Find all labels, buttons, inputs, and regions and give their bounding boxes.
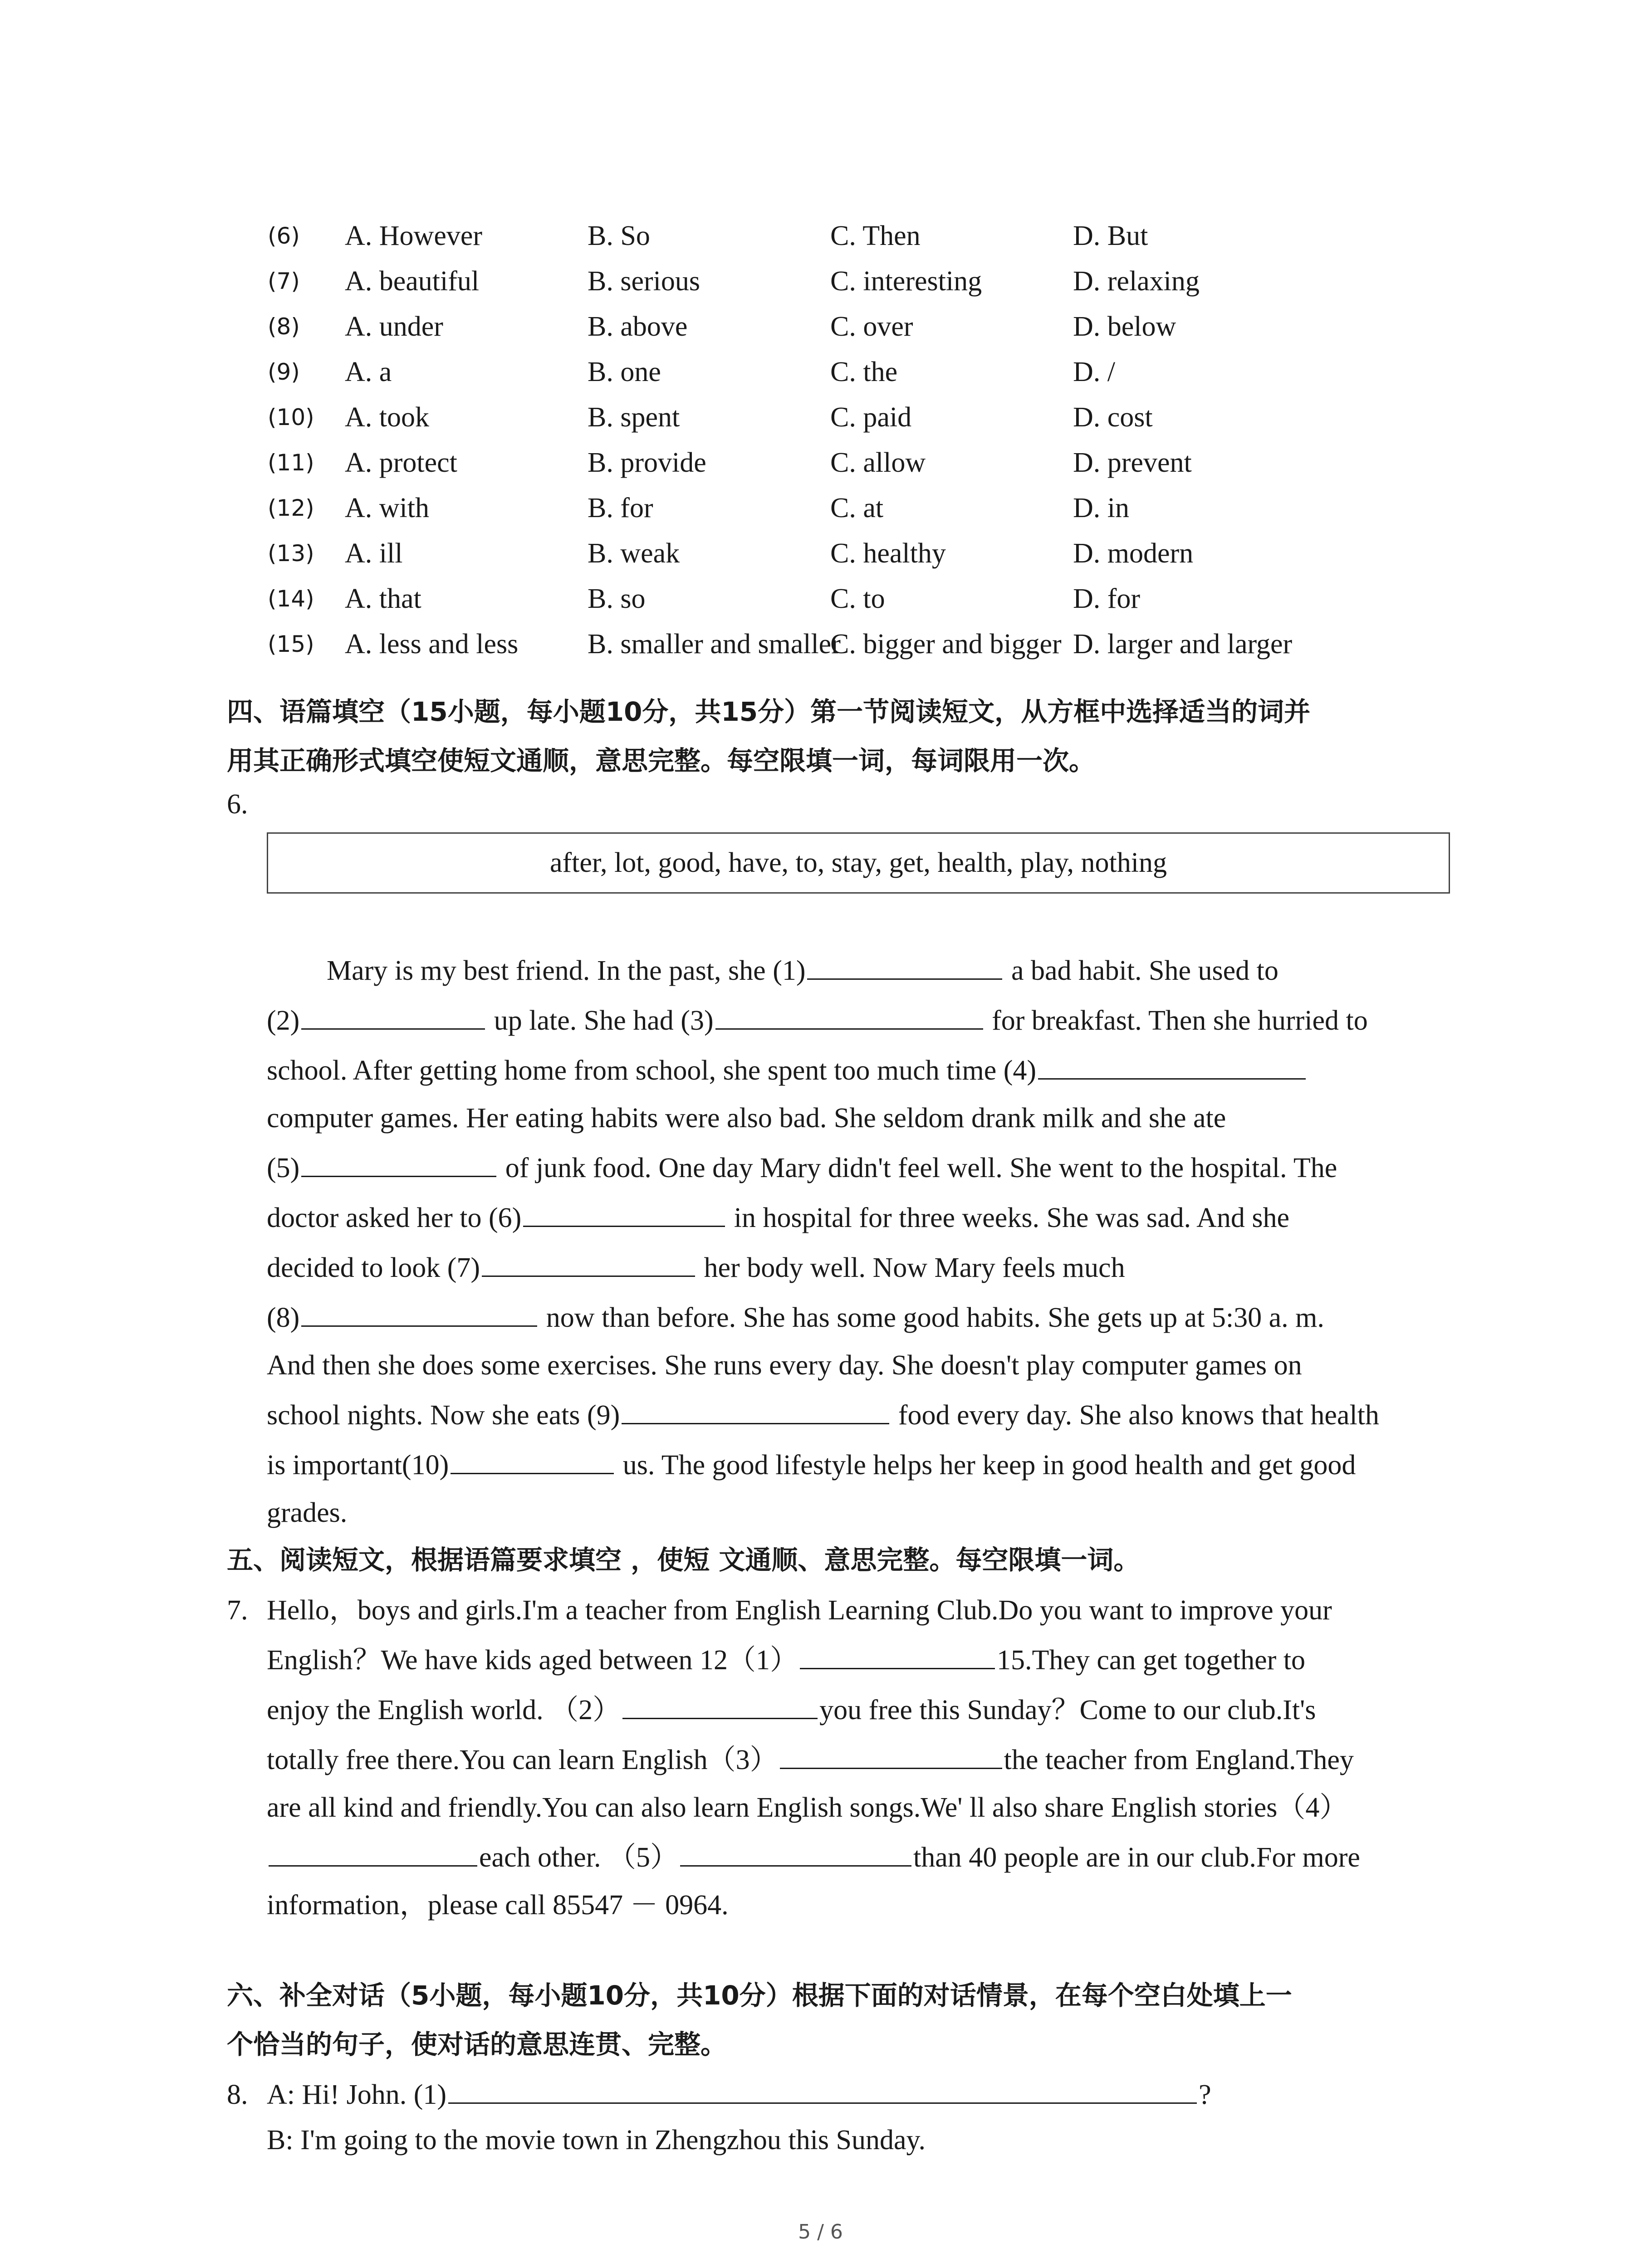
passage-text: doctor asked her to (6) xyxy=(267,1202,522,1233)
option-b: B. for xyxy=(588,493,653,523)
answer-blank[interactable] xyxy=(715,1000,983,1030)
answer-blank[interactable] xyxy=(482,1247,695,1277)
passage-line xyxy=(267,1393,1379,1438)
passage-text: And then she does some exercises. She runs every day. She doesn't play computer games on xyxy=(267,1350,1302,1381)
option-c: C. to xyxy=(830,583,885,614)
option-a: A. beautiful xyxy=(345,266,480,297)
passage-text: Hello，boys and girls.I'm a teacher from English Learning Club.Do you want to improve your xyxy=(267,1595,1332,1626)
passage-text: food every day. She also knows that health xyxy=(891,1400,1379,1431)
option-d: D. in xyxy=(1073,493,1129,523)
passage-text: school. After getting home from school, she spent too much time (4) xyxy=(267,1055,1037,1086)
passage-line xyxy=(267,1145,1337,1191)
passage-text: (2) xyxy=(267,1005,300,1036)
passage-text: 15.They can get together to xyxy=(997,1645,1306,1676)
option-b: B. provide xyxy=(588,447,706,478)
passage-text: is important(10) xyxy=(267,1450,449,1481)
option-number: (8) xyxy=(268,313,300,340)
passage-text: computer games. Her eating habits were also bad. She seldom drank milk and she ate xyxy=(267,1103,1226,1134)
passage-text: are all kind and friendly.You can also learn English songs.We' ll also share English stories（4） xyxy=(267,1792,1348,1823)
option-number: (11) xyxy=(268,450,314,476)
answer-blank[interactable] xyxy=(780,1740,1002,1769)
option-b: B. one xyxy=(588,357,661,387)
section4-title-line2: 用其正确形式填空使短文通顺，意思完整。每空限填一词，每词限用一次。 xyxy=(227,745,1096,776)
option-number: (15) xyxy=(268,631,314,657)
option-a: A. that xyxy=(345,583,421,614)
option-a: A. However xyxy=(345,220,483,251)
passage-text: grades. xyxy=(267,1497,348,1528)
option-d: D. larger and larger xyxy=(1073,629,1293,660)
passage-text: enjoy the English world. （2） xyxy=(267,1695,621,1725)
answer-blank[interactable] xyxy=(622,1395,889,1424)
section4-title-line1: 四、语篇填空（15小题，每小题10分，共15分）第一节阅读短文，从方框中选择适当的词并 xyxy=(227,696,1311,727)
passage-line xyxy=(267,1095,1226,1141)
option-number: (9) xyxy=(268,359,300,385)
answer-blank[interactable] xyxy=(680,1837,911,1867)
option-b: B. smaller and smaller xyxy=(588,629,841,660)
answer-blank[interactable] xyxy=(800,1640,995,1669)
passage-text: decided to look (7) xyxy=(267,1252,480,1283)
answer-blank[interactable] xyxy=(269,1837,477,1867)
option-d: D. for xyxy=(1073,583,1141,614)
passage-line xyxy=(267,1637,1305,1683)
option-b: B. So xyxy=(588,220,650,251)
passage-text: in hospital for three weeks. She was sad. And she xyxy=(727,1202,1290,1233)
option-a: A. protect xyxy=(345,447,457,478)
option-a: A. a xyxy=(345,357,392,387)
option-d: D. prevent xyxy=(1073,447,1192,478)
passage-text: Mary is my best friend. In the past, she (1) xyxy=(327,955,806,986)
passage-text: (8) xyxy=(267,1302,300,1333)
passage-text: a bad habit. She used to xyxy=(1004,955,1279,986)
option-c: C. over xyxy=(830,311,913,342)
option-c: C. Then xyxy=(830,220,921,251)
option-d: D. / xyxy=(1073,357,1115,387)
option-number: (13) xyxy=(268,540,314,567)
answer-blank[interactable] xyxy=(807,950,1002,980)
option-c: C. paid xyxy=(830,402,912,433)
passage-text: (5) xyxy=(267,1153,300,1183)
section6-title-line2: 个恰当的句子，使对话的意思连贯、完整。 xyxy=(227,2029,727,2060)
option-c: C. healthy xyxy=(830,538,946,569)
option-c: C. interesting xyxy=(830,266,982,297)
option-number: (12) xyxy=(268,495,314,521)
answer-blank[interactable] xyxy=(523,1198,725,1227)
option-c: C. the xyxy=(830,357,898,387)
option-b: B. above xyxy=(588,311,688,342)
option-number: (7) xyxy=(268,268,300,294)
answer-blank[interactable] xyxy=(301,1148,496,1177)
option-number: (14) xyxy=(268,586,314,612)
option-a: A. less and less xyxy=(345,629,519,660)
passage-text: than 40 people are in our club.For more xyxy=(913,1842,1360,1873)
option-d: D. cost xyxy=(1073,402,1153,433)
passage-line xyxy=(267,998,1368,1043)
passage-text: school nights. Now she eats (9) xyxy=(267,1400,620,1431)
answer-blank[interactable] xyxy=(622,1690,818,1719)
option-b: B. so xyxy=(588,583,646,614)
dialogue-line-1-end: ? xyxy=(1199,2079,1211,2110)
passage-line xyxy=(267,1785,1347,1830)
passage-line xyxy=(267,1245,1125,1290)
option-b: B. spent xyxy=(588,402,680,433)
page-number: 5 / 6 xyxy=(798,2220,843,2244)
option-d: D. below xyxy=(1073,311,1176,342)
option-a: A. took xyxy=(345,402,429,433)
option-d: D. modern xyxy=(1073,538,1194,569)
option-b: B. weak xyxy=(588,538,680,569)
passage-line xyxy=(267,1195,1289,1241)
passage-text: up late. She had (3) xyxy=(487,1005,714,1036)
passage-text: of junk food. One day Mary didn't feel well. She went to the hospital. The xyxy=(498,1153,1337,1183)
passage-line xyxy=(267,1687,1316,1733)
passage-line xyxy=(267,1835,1360,1880)
section5-title: 五、阅读短文，根据语篇要求填空 ，使短 文通顺、意思完整。每空限填一词。 xyxy=(227,1545,1140,1575)
passage-text: totally free there.You can learn English（3） xyxy=(267,1745,778,1775)
passage-line xyxy=(267,1048,1308,1093)
passage-text: us. The good lifestyle helps her keep in good health and get good xyxy=(616,1450,1356,1481)
option-number: (6) xyxy=(268,223,300,249)
option-c: C. allow xyxy=(830,447,926,478)
option-a: A. ill xyxy=(345,538,403,569)
passage-line xyxy=(267,1588,1332,1633)
passage-text: for breakfast. Then she hurried to xyxy=(985,1005,1368,1036)
passage-line xyxy=(327,948,1279,993)
question-number-7: 7. xyxy=(227,1595,248,1626)
answer-blank[interactable] xyxy=(451,1445,614,1474)
question-number-6: 6. xyxy=(227,789,248,820)
passage-line xyxy=(267,1737,1354,1783)
passage-text: English？We have kids aged between 12（1） xyxy=(267,1645,798,1676)
option-a: A. with xyxy=(345,493,429,523)
answer-blank[interactable] xyxy=(448,2074,1197,2104)
option-b: B. serious xyxy=(588,266,700,297)
section6-title-line1: 六、补全对话（5小题，每小题10分，共10分）根据下面的对话情景，在每个空白处填上一 xyxy=(227,1980,1292,2011)
dialogue-line-2: B: I'm going to the movie town in Zhengzhou this Sunday. xyxy=(267,2125,926,2156)
option-d: D. But xyxy=(1073,220,1148,251)
passage-text: you free this Sunday？Come to our club.It's xyxy=(819,1695,1316,1725)
answer-blank[interactable] xyxy=(1038,1050,1306,1080)
option-a: A. under xyxy=(345,311,443,342)
option-d: D. relaxing xyxy=(1073,266,1200,297)
question-number-8: 8. xyxy=(227,2079,248,2110)
option-c: C. bigger and bigger xyxy=(830,629,1062,660)
passage-line xyxy=(267,1490,347,1535)
passage-line xyxy=(267,1343,1302,1388)
word-box: after, lot, good, have, to, stay, get, health, play, nothing xyxy=(267,832,1450,894)
dialogue-line-1-text: A: Hi! John. (1) xyxy=(267,2079,447,2110)
option-number: (10) xyxy=(268,404,314,430)
passage-text: each other. （5） xyxy=(479,1842,679,1873)
passage-text: the teacher from England.They xyxy=(1004,1745,1354,1775)
answer-blank[interactable] xyxy=(301,1000,485,1030)
passage-text: information，please call 85547 － 0964. xyxy=(267,1890,729,1921)
option-c: C. at xyxy=(830,493,884,523)
passage-text: now than before. She has some good habits. She gets up at 5:30 a. m. xyxy=(539,1302,1324,1333)
passage-line xyxy=(267,1882,729,1928)
dialogue-line-1 xyxy=(267,2072,1211,2117)
passage-line xyxy=(267,1295,1324,1340)
passage-line xyxy=(267,1442,1356,1488)
passage-text: her body well. Now Mary feels much xyxy=(697,1252,1125,1283)
answer-blank[interactable] xyxy=(301,1297,537,1327)
